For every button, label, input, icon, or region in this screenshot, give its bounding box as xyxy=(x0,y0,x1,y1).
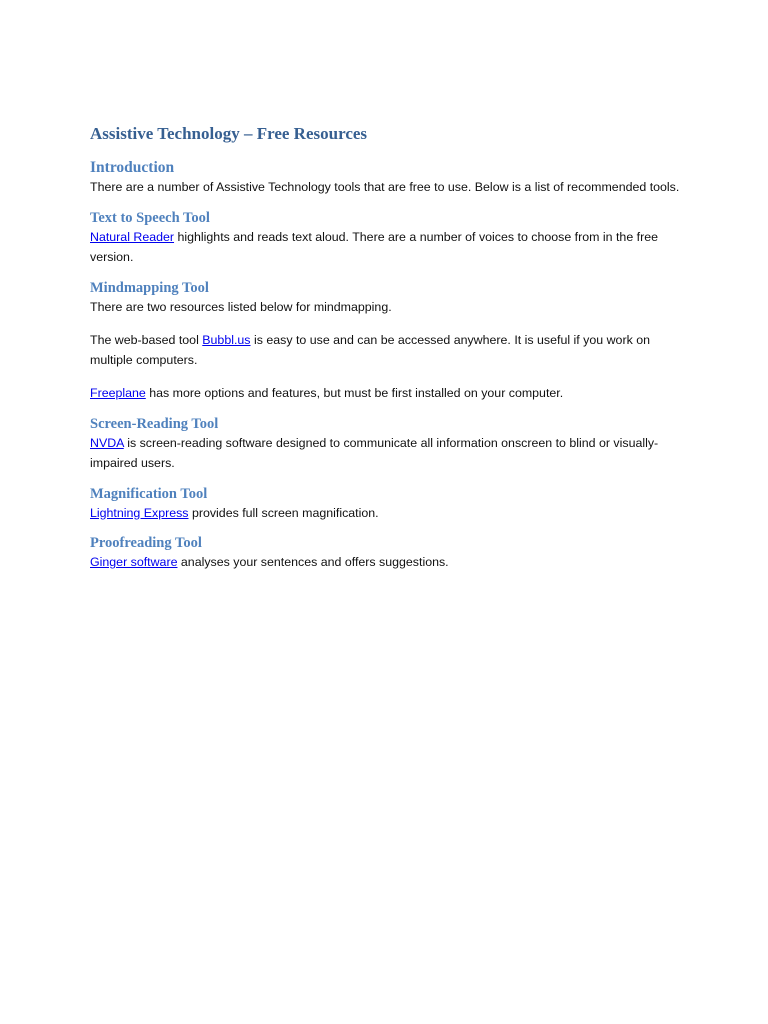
heading-proofreading: Proofreading Tool xyxy=(90,535,202,551)
proofreading-text: analyses your sentences and offers suggestions. xyxy=(177,555,449,569)
section-screen-reading xyxy=(90,415,690,474)
introduction-text: There are a number of Assistive Technology tools that are free to use. Below is a list of recommended tools. xyxy=(90,180,680,194)
bubbl-text-before: The web-based tool xyxy=(90,332,203,347)
magnification-text: provides full screen magnification. xyxy=(188,505,379,520)
section-magnification xyxy=(90,485,690,524)
ginger-software-link[interactable]: Ginger software xyxy=(90,555,178,569)
screen-reading-paragraph xyxy=(90,433,690,474)
magnification-paragraph xyxy=(90,503,690,524)
document-title: Assistive Technology – Free Resources xyxy=(90,124,368,143)
freeplane-link[interactable]: Freeplane xyxy=(90,386,146,400)
heading-mindmapping: Mindmapping Tool xyxy=(90,279,209,296)
proofreading-paragraph xyxy=(90,552,690,573)
text-to-speech-text: highlights and reads text aloud. There are a number of voices to choose from in the free version. xyxy=(90,229,659,264)
freeplane-text: has more options and features, but must be first installed on your computer. xyxy=(145,386,564,400)
bubbl-us-link[interactable]: Bubbl.us xyxy=(202,332,251,347)
freeplane-paragraph xyxy=(90,383,690,404)
bubbl-paragraph xyxy=(90,330,690,371)
heading-text-to-speech: Text to Speech Tool xyxy=(90,209,210,226)
section-introduction xyxy=(90,159,690,198)
section-proofreading xyxy=(90,534,690,573)
section-mindmapping xyxy=(90,279,690,404)
mindmapping-intro: There are two resources listed below for mindmapping. xyxy=(90,299,392,314)
text-to-speech-paragraph xyxy=(90,227,690,268)
lightning-express-link[interactable]: Lightning Express xyxy=(90,505,189,520)
section-text-to-speech xyxy=(90,209,690,268)
natural-reader-link[interactable]: Natural Reader xyxy=(90,229,175,244)
bubbl-text-after: is easy to use and can be accessed anywhere. It is useful if you work on multiple computers. xyxy=(90,332,650,367)
screen-reading-text: is screen-reading software designed to communicate all information onscreen to blind or visually-impaired users. xyxy=(90,435,659,470)
heading-magnification: Magnification Tool xyxy=(90,485,208,502)
heading-introduction: Introduction xyxy=(90,159,175,176)
document-page xyxy=(90,122,690,584)
heading-screen-reading: Screen-Reading Tool xyxy=(90,415,219,432)
nvda-link[interactable]: NVDA xyxy=(90,435,124,450)
